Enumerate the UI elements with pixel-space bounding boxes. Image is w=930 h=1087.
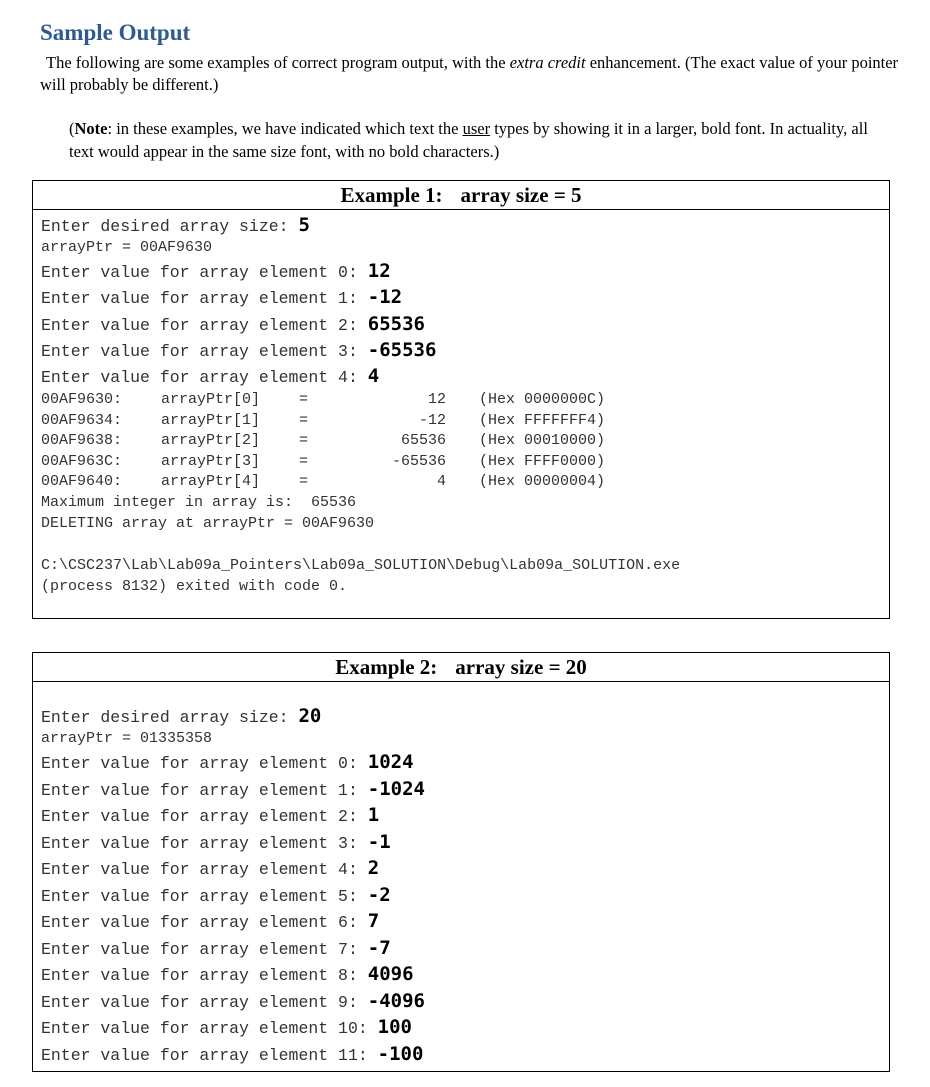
- note-label: Note: [74, 119, 108, 138]
- intro-text-end: enhancement. (The exact value of your pointer will probably be different.): [40, 53, 899, 94]
- user-input: -65536: [367, 338, 437, 361]
- intro-text: The following are some examples of correct program output, with the: [46, 53, 510, 72]
- prompt-line: [41, 1016, 412, 1038]
- table-cell-name: arrayPtr[0]: [161, 391, 261, 408]
- prompt-line: [41, 286, 402, 308]
- user-input: 4: [367, 365, 380, 388]
- prompt-line: [41, 990, 425, 1012]
- user-input: 4096: [367, 963, 414, 985]
- prompt-label: Enter value for array element 5:: [41, 886, 368, 906]
- intro-paragraph: [40, 52, 900, 96]
- example-2-box: [32, 652, 890, 1072]
- user-input: 100: [377, 1016, 412, 1038]
- prompt-label: Enter value for array element 9:: [41, 992, 368, 1012]
- prompt-label: Enter value for array element 8:: [41, 966, 368, 985]
- user-input: 1024: [367, 751, 414, 773]
- prompt-label: Enter value for array element 2:: [41, 315, 368, 335]
- prompt-line: [41, 313, 425, 335]
- table-cell-hex: (Hex 00010000): [479, 432, 606, 450]
- prompt-label: Enter value for array element 11:: [41, 1045, 378, 1065]
- table-cell-eq: =: [299, 473, 309, 491]
- table-cell-hex: (Hex FFFFFFF4): [479, 411, 606, 429]
- table-cell-eq: =: [299, 432, 309, 450]
- table-cell-addr: 00AF963C:: [41, 452, 123, 470]
- prompt-label: Enter value for array element 1:: [41, 289, 368, 309]
- table-cell-hex: (Hex FFFF0000): [479, 452, 606, 470]
- prompt-label: Enter value for array element 2:: [41, 807, 368, 826]
- user-input: -100: [377, 1042, 424, 1065]
- table-cell-eq: =: [299, 452, 309, 470]
- prompt-line: [41, 910, 379, 932]
- table-cell-value: 4: [436, 473, 446, 491]
- delete-line: DELETING array at arrayPtr = 00AF9630: [41, 515, 375, 532]
- exe-path-line: C:\CSC237\Lab\Lab09a_Pointers\Lab09a_SOLUTION\Debug\Lab09a_SOLUTION.exe: [41, 557, 681, 574]
- table-cell-eq: =: [299, 391, 309, 408]
- prompt-label: Enter value for array element 0:: [41, 263, 368, 282]
- table-cell-eq: =: [299, 411, 309, 429]
- user-input: -4096: [367, 989, 425, 1012]
- page-title: Sample Output: [40, 20, 191, 45]
- example-1-box: [32, 180, 890, 619]
- example-1-title: Example 1: array size = 5: [33, 181, 889, 210]
- table-cell-hex: (Hex 0000000C): [479, 391, 606, 408]
- prompt-label: Enter value for array element 4:: [41, 860, 368, 879]
- user-input: 2: [367, 857, 380, 879]
- prompt-line: [41, 260, 391, 282]
- table-cell-name: arrayPtr[4]: [161, 473, 261, 491]
- prompt-label: Enter value for array element 7:: [41, 939, 368, 959]
- prompt-line: [41, 365, 379, 387]
- user-input: 5: [298, 214, 310, 236]
- prompt-label: Enter value for array element 6:: [41, 913, 368, 932]
- table-cell-hex: (Hex 00000004): [479, 473, 606, 491]
- table-cell-addr: 00AF9634:: [41, 411, 123, 429]
- user-input: -12: [367, 286, 403, 309]
- note-text-end: types by showing it in a larger, bold font. In actuality, all text would appear in the same size font, with no bold characters.): [69, 119, 868, 161]
- user-input: 1: [367, 804, 380, 826]
- user-input: 20: [298, 705, 322, 727]
- max-integer-line: Maximum integer in array is: 65536: [41, 494, 357, 511]
- example-2-title: Example 2: array size = 20: [33, 653, 889, 682]
- user-input: 65536: [367, 312, 425, 335]
- prompt-line: [41, 751, 414, 773]
- table-cell-value: -12: [418, 411, 446, 429]
- user-input: 12: [367, 260, 391, 282]
- intro-emphasis: extra credit: [509, 53, 586, 72]
- note-text: : in these examples, we have indicated which text the: [107, 119, 463, 138]
- table-cell-addr: 00AF9640:: [41, 473, 123, 491]
- prompt-line: [41, 884, 391, 906]
- prompt-line: [41, 857, 379, 879]
- table-cell-addr: 00AF9630:: [41, 391, 123, 408]
- pointer-line: arrayPtr = 00AF9630: [41, 239, 213, 256]
- prompt-label: Enter value for array element 1:: [41, 780, 368, 800]
- user-input: -1: [367, 830, 391, 853]
- table-cell-value: 65536: [400, 432, 446, 450]
- prompt-line: [41, 1043, 423, 1065]
- prompt-line: [41, 831, 391, 853]
- user-input: -7: [367, 936, 391, 959]
- note-underlined-word: user: [462, 119, 491, 138]
- prompt-label: Enter value for array element 3:: [41, 341, 368, 361]
- prompt-label: Enter value for array element 10:: [41, 1019, 378, 1038]
- table-cell-value: 12: [427, 391, 446, 408]
- prompt-label: Enter value for array element 4:: [41, 368, 368, 388]
- table-cell-name: arrayPtr[1]: [161, 411, 261, 429]
- size-prompt-line: Enter desired array size: 20: [41, 705, 322, 727]
- table-cell-addr: 00AF9638:: [41, 432, 123, 450]
- prompt-line: [41, 937, 391, 959]
- user-input: 7: [367, 910, 380, 932]
- prompt-line: [41, 963, 414, 985]
- table-cell-name: arrayPtr[3]: [161, 452, 261, 470]
- table-cell-name: arrayPtr[2]: [161, 432, 261, 450]
- prompt-label: Enter value for array element 0:: [41, 754, 368, 773]
- note-paren: (: [69, 119, 75, 138]
- pointer-line: arrayPtr = 01335358: [41, 730, 213, 747]
- size-prompt-line: Enter desired array size: 5: [41, 214, 310, 236]
- note-paragraph: [69, 117, 889, 163]
- user-input: -2: [367, 883, 391, 906]
- prompt-label: Enter value for array element 3:: [41, 833, 368, 853]
- prompt-line: [41, 778, 425, 800]
- exit-code-line: (process 8132) exited with code 0.: [41, 578, 348, 595]
- prompt-line: [41, 804, 379, 826]
- table-cell-value: -65536: [391, 452, 446, 470]
- prompt-line: [41, 339, 436, 361]
- user-input: -1024: [367, 777, 425, 800]
